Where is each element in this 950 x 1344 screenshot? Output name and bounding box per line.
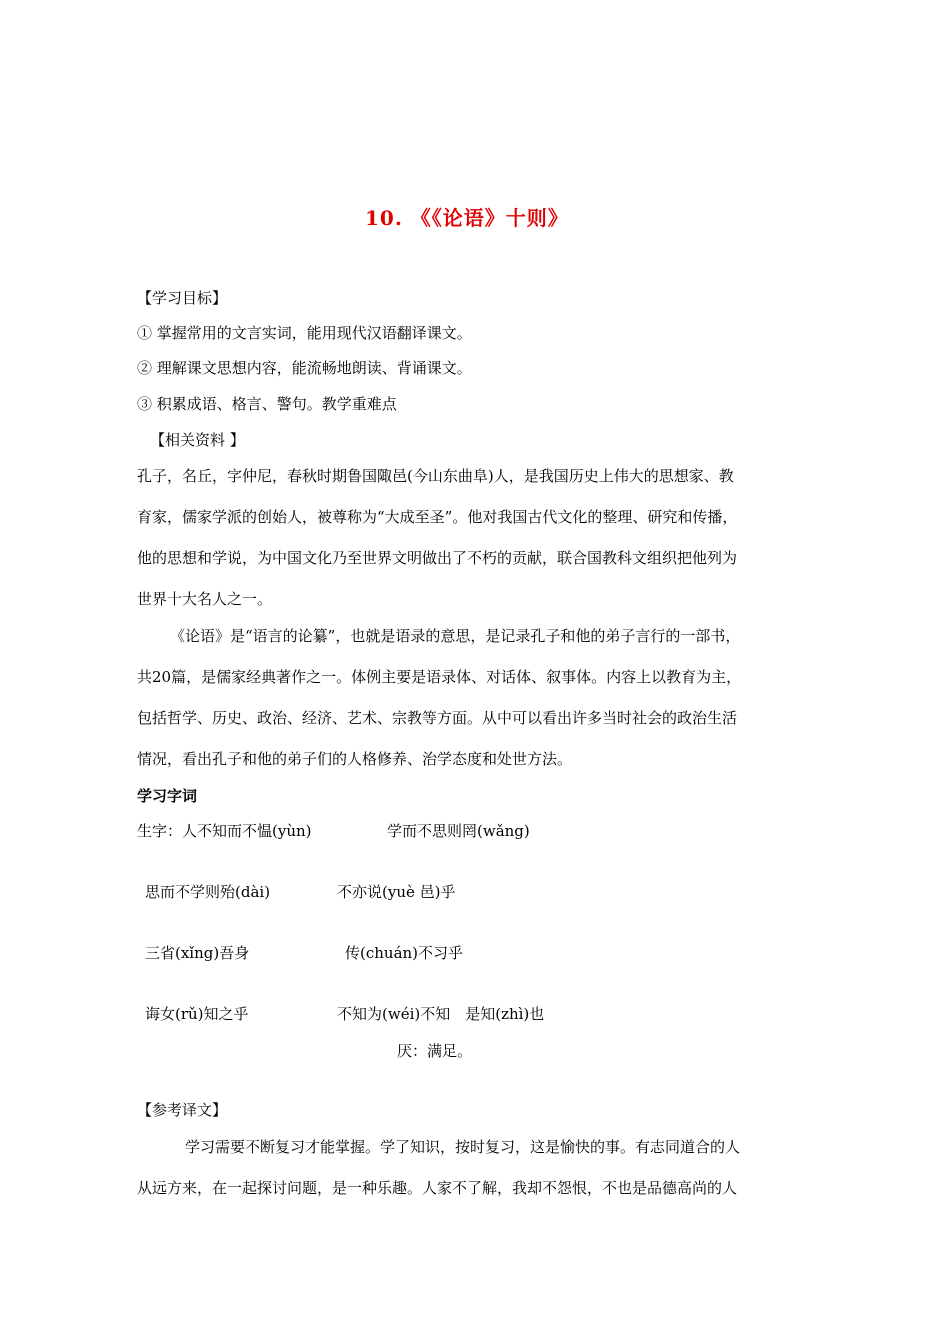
vocab-item: 学而不思则罔(wǎng) (387, 822, 530, 840)
vocab-item: 生字：人不知而不愠(yùn) (137, 822, 312, 840)
materials-para1-line: 他的思想和学说，为中国文化乃至世界文明做出了不朽的贡献，联合国教科文组织把他列为 (137, 549, 738, 567)
vocab-item: 不亦说(yuè 邑)乎 (337, 883, 456, 901)
materials-para2-line: 《论语》是“语言的论纂”，也就是语录的意思，是记录孔子和他的弟子言行的一部书， (170, 627, 741, 645)
materials-para1-line: 孔子，名丘，字仲尼，春秋时期鲁国陬邑(今山东曲阜)人，是我国历史上伟大的思想家、教 (137, 467, 734, 485)
page-title: 10. 《《论语》十则》 (365, 206, 569, 230)
vocab-item: 思而不学则殆(dài) (145, 883, 271, 901)
goals-heading: 【学习目标】 (137, 289, 228, 307)
vocab-item: 三省(xǐng)吾身 (145, 944, 250, 962)
vocab-heading: 学习字词 (137, 787, 198, 805)
materials-para1-line: 育家，儒家学派的创始人，被尊称为“大成至圣”。他对我国古代文化的整理、研究和传播， (137, 508, 738, 526)
materials-heading: 【相关资料 】 (150, 431, 245, 449)
materials-para1-line: 世界十大名人之一。 (137, 590, 273, 608)
goal-item-1: ① 掌握常用的文言实词，能用现代汉语翻译课文。 (137, 324, 472, 342)
translation-line: 学习需要不断复习才能掌握。学了知识，按时复习，这是愉快的事。有志同道合的人 (185, 1138, 741, 1156)
materials-para2-line: 包括哲学、历史、政治、经济、艺术、宗教等方面。从中可以看出许多当时社会的政治生活 (137, 709, 738, 727)
translation-line: 从远方来，在一起探讨问题，是一种乐趣。人家不了解，我却不怨恨，不也是品德高尚的人 (137, 1179, 738, 1197)
goal-item-3: ③ 积累成语、格言、警句。教学重难点 (137, 395, 397, 413)
vocab-note: 厌：满足。 (397, 1042, 473, 1060)
goal-item-2: ② 理解课文思想内容，能流畅地朗读、背诵课文。 (137, 359, 472, 377)
vocab-item: 传(chuán)不习乎 (345, 944, 464, 962)
materials-para2-line: 共20篇，是儒家经典著作之一。体例主要是语录体、对话体、叙事体。内容上以教育为主， (137, 668, 742, 686)
translation-heading: 【参考译文】 (137, 1101, 228, 1119)
vocab-item: 不知为(wéi)不知 是知(zhì)也 (337, 1005, 545, 1023)
materials-para2-line: 情况，看出孔子和他的弟子们的人格修养、治学态度和处世方法。 (137, 750, 573, 768)
vocab-item: 诲女(rǔ)知之乎 (145, 1005, 249, 1023)
